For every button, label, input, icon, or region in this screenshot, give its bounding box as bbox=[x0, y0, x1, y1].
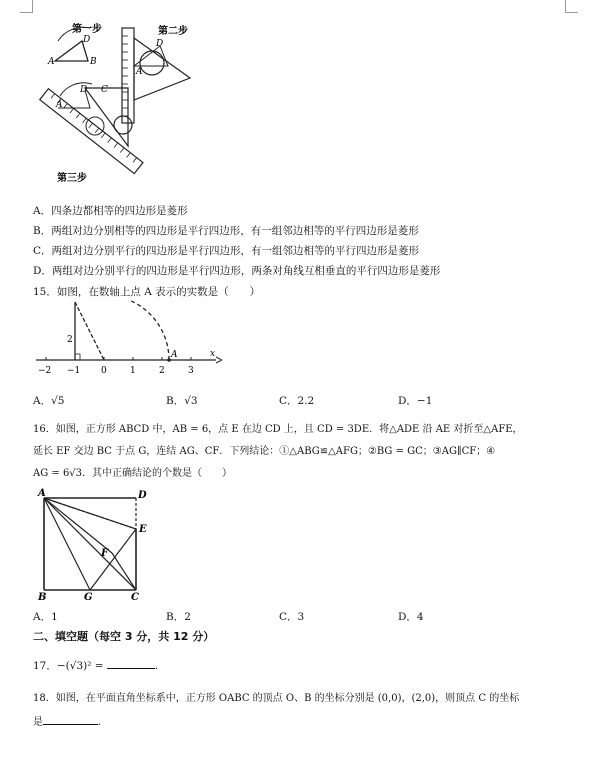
svg-text:C: C bbox=[101, 85, 108, 95]
crop-mark-left bbox=[20, 0, 33, 13]
q15-option-a: A．√5 bbox=[33, 395, 65, 407]
q14-construction-figure bbox=[30, 18, 200, 188]
svg-text:A: A bbox=[48, 57, 55, 67]
svg-text:A: A bbox=[56, 100, 63, 110]
q15-option-c: C．2.2 bbox=[279, 395, 315, 407]
q16-stem-line1: 16．如图，正方形 ABCD 中，AB = 6，点 E 在边 CD 上，且 CD = 3DE．将△ADE 沿 AE 对折至△AFE， bbox=[33, 424, 523, 435]
q17-text: 17．−(√3)² = bbox=[33, 660, 104, 672]
q17-line: 17．−(√3)² = . bbox=[33, 660, 159, 672]
q15-label-2: 2 bbox=[67, 335, 73, 345]
q15-number-line-figure bbox=[32, 300, 222, 380]
svg-text:D: D bbox=[156, 39, 164, 49]
q14-step2-label: 第二步 bbox=[158, 26, 188, 37]
q14-option-d: D．两组对边分别平行的四边形是平行四边形，两条对角线互相垂直的平行四边形是菱形 bbox=[33, 265, 441, 277]
q14-step3-label: 第三步 bbox=[57, 173, 87, 184]
q16-option-b: B．2 bbox=[166, 611, 191, 623]
q16-label-e: E bbox=[139, 524, 147, 535]
q14-option-b: B．两组对边分别相等的四边形是平行四边形，有一组邻边相等的平行四边形是菱形 bbox=[33, 225, 419, 237]
q15-tick-label: −1 bbox=[67, 366, 81, 376]
q16-label-b: B bbox=[38, 592, 47, 601]
q16-label-a: A bbox=[38, 488, 46, 499]
q15-label-a: A bbox=[171, 350, 178, 360]
q15-tick-label: 0 bbox=[101, 366, 107, 376]
q16-label-c: C bbox=[131, 592, 139, 601]
q16-label-f: F bbox=[101, 548, 109, 559]
q16-stem-line3: AG = 6√3．其中正确结论的个数是（ ） bbox=[33, 468, 233, 479]
q16-label-g: G bbox=[84, 592, 93, 601]
q15-tick-label: 2 bbox=[159, 366, 165, 376]
svg-text:B: B bbox=[90, 57, 97, 67]
q18-line1: 18．如图，在平面直角坐标系中，正方形 OABC 的顶点 O、B 的坐标分别是 (0,0)，(2,0)，则顶点 C 的坐标 bbox=[33, 693, 520, 704]
crop-mark-right bbox=[565, 0, 578, 13]
q15-option-b: B．√3 bbox=[166, 395, 198, 407]
q16-label-d: D bbox=[138, 490, 147, 501]
section2-heading: 二、填空题（每空 3 分，共 12 分） bbox=[33, 630, 215, 643]
q16-option-a: A．1 bbox=[33, 611, 58, 623]
q15-axis-x-label: x bbox=[210, 349, 216, 359]
svg-text:D: D bbox=[83, 35, 91, 45]
q18-answer-blank[interactable] bbox=[43, 714, 98, 725]
q17-answer-blank[interactable] bbox=[107, 658, 155, 669]
svg-text:A: A bbox=[136, 67, 143, 77]
q14-step1-label: 第一步 bbox=[72, 24, 102, 35]
svg-text:D: D bbox=[80, 85, 88, 95]
q14-option-a: A．四条边都相等的四边形是菱形 bbox=[33, 205, 188, 217]
q15-tick-label: −2 bbox=[38, 366, 52, 376]
q15-tick-label: 3 bbox=[188, 366, 194, 376]
q15-tick-label: 1 bbox=[130, 366, 136, 376]
q15-option-d: D．−1 bbox=[398, 395, 433, 407]
q16-option-c: C．3 bbox=[279, 611, 305, 623]
q16-option-d: D．4 bbox=[398, 611, 424, 623]
q18-line2: 是 . bbox=[33, 713, 101, 728]
q16-stem-line2: 延长 EF 交边 BC 于点 G，连结 AG、CF．下列结论：①△ABG≌△AFG；②BG = GC；③AG∥CF；④ bbox=[33, 446, 496, 457]
q16-square-figure bbox=[32, 486, 162, 601]
q15-stem: 15．如图，在数轴上点 A 表示的实数是（ ） bbox=[33, 286, 261, 298]
q14-option-c: C．两组对边分别平行的四边形是平行四边形，有一组邻边相等的平行四边形是菱形 bbox=[33, 245, 420, 257]
